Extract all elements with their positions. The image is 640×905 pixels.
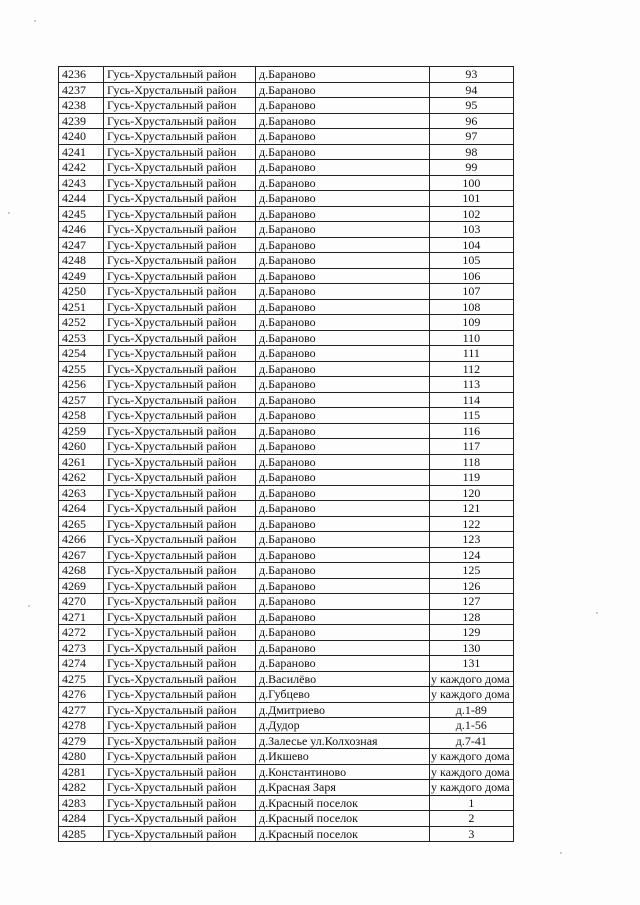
district-cell: Гусь-Хрустальный район: [104, 594, 256, 610]
row-number: 4240: [59, 129, 104, 145]
row-number: 4281: [59, 764, 104, 780]
row-number: 4250: [59, 284, 104, 300]
scan-speck: [596, 612, 598, 614]
house-cell: у каждого дома: [430, 749, 514, 765]
row-number: 4241: [59, 144, 104, 160]
row-number: 4260: [59, 439, 104, 455]
settlement-cell: д.Бараново: [256, 578, 430, 594]
settlement-cell: д.Красный поселок: [256, 795, 430, 811]
table-row: [59, 299, 514, 315]
house-cell: 115: [430, 408, 514, 424]
settlement-cell: д.Бараново: [256, 82, 430, 98]
house-cell: д.7-41: [430, 733, 514, 749]
table-row: [59, 129, 514, 145]
house-cell: 2: [430, 811, 514, 827]
house-cell: д.1-56: [430, 718, 514, 734]
house-cell: 118: [430, 454, 514, 470]
row-number: 4239: [59, 113, 104, 129]
district-cell: Гусь-Хрустальный район: [104, 175, 256, 191]
settlement-cell: д.Бараново: [256, 191, 430, 207]
row-number: 4262: [59, 470, 104, 486]
table-row: [59, 454, 514, 470]
table-row: [59, 392, 514, 408]
house-cell: 114: [430, 392, 514, 408]
district-cell: Гусь-Хрустальный район: [104, 346, 256, 362]
table-row: [59, 795, 514, 811]
district-cell: Гусь-Хрустальный район: [104, 764, 256, 780]
row-number: 4264: [59, 501, 104, 517]
table-row: [59, 191, 514, 207]
house-cell: у каждого дома: [430, 780, 514, 796]
table-row: [59, 516, 514, 532]
table-row: [59, 175, 514, 191]
district-cell: Гусь-Хрустальный район: [104, 454, 256, 470]
house-cell: у каждого дома: [430, 687, 514, 703]
district-cell: Гусь-Хрустальный район: [104, 625, 256, 641]
house-cell: 95: [430, 98, 514, 114]
settlement-cell: д.Дмитриево: [256, 702, 430, 718]
table-row: [59, 330, 514, 346]
settlement-cell: д.Бараново: [256, 129, 430, 145]
house-cell: 101: [430, 191, 514, 207]
district-cell: Гусь-Хрустальный район: [104, 749, 256, 765]
table-row: [59, 687, 514, 703]
district-cell: Гусь-Хрустальный район: [104, 811, 256, 827]
table-row: [59, 253, 514, 269]
row-number: 4261: [59, 454, 104, 470]
settlement-cell: д.Бараново: [256, 361, 430, 377]
row-number: 4243: [59, 175, 104, 191]
settlement-cell: д.Красный поселок: [256, 811, 430, 827]
row-number: 4238: [59, 98, 104, 114]
row-number: 4246: [59, 222, 104, 238]
house-cell: у каждого дома: [430, 764, 514, 780]
district-cell: Гусь-Хрустальный район: [104, 640, 256, 656]
district-cell: Гусь-Хрустальный район: [104, 718, 256, 734]
scan-speck: [28, 605, 30, 607]
table-row: [59, 315, 514, 331]
row-number: 4263: [59, 485, 104, 501]
house-cell: 107: [430, 284, 514, 300]
scan-speck: [34, 20, 36, 22]
house-cell: 98: [430, 144, 514, 160]
house-cell: 111: [430, 346, 514, 362]
row-number: 4267: [59, 547, 104, 563]
district-cell: Гусь-Хрустальный район: [104, 578, 256, 594]
row-number: 4249: [59, 268, 104, 284]
settlement-cell: д.Бараново: [256, 594, 430, 610]
district-cell: Гусь-Хрустальный район: [104, 253, 256, 269]
house-cell: 122: [430, 516, 514, 532]
table-row: [59, 113, 514, 129]
house-cell: 3: [430, 826, 514, 842]
district-cell: Гусь-Хрустальный район: [104, 702, 256, 718]
table-row: [59, 811, 514, 827]
settlement-cell: д.Бараново: [256, 160, 430, 176]
table-row: [59, 268, 514, 284]
table-row: [59, 160, 514, 176]
table-row: [59, 98, 514, 114]
house-cell: 112: [430, 361, 514, 377]
district-cell: Гусь-Хрустальный район: [104, 160, 256, 176]
settlement-cell: д.Бараново: [256, 315, 430, 331]
house-cell: 108: [430, 299, 514, 315]
table-row: [59, 377, 514, 393]
settlement-cell: д.Красный поселок: [256, 826, 430, 842]
house-cell: 106: [430, 268, 514, 284]
row-number: 4279: [59, 733, 104, 749]
settlement-cell: д.Бараново: [256, 563, 430, 579]
settlement-cell: д.Бараново: [256, 284, 430, 300]
house-cell: 117: [430, 439, 514, 455]
house-cell: 109: [430, 315, 514, 331]
house-cell: 125: [430, 563, 514, 579]
settlement-cell: д.Василёво: [256, 671, 430, 687]
row-number: 4236: [59, 67, 104, 83]
district-cell: Гусь-Хрустальный район: [104, 423, 256, 439]
district-cell: Гусь-Хрустальный район: [104, 826, 256, 842]
table-row: [59, 671, 514, 687]
settlement-cell: д.Залесье ул.Колхозная: [256, 733, 430, 749]
table-row: [59, 733, 514, 749]
settlement-cell: д.Бараново: [256, 470, 430, 486]
table-row: [59, 144, 514, 160]
district-cell: Гусь-Хрустальный район: [104, 330, 256, 346]
house-cell: 105: [430, 253, 514, 269]
settlement-cell: д.Бараново: [256, 485, 430, 501]
house-cell: 119: [430, 470, 514, 486]
table-row: [59, 578, 514, 594]
district-cell: Гусь-Хрустальный район: [104, 191, 256, 207]
house-cell: 130: [430, 640, 514, 656]
house-cell: 110: [430, 330, 514, 346]
district-cell: Гусь-Хрустальный район: [104, 609, 256, 625]
settlement-cell: д.Бараново: [256, 516, 430, 532]
house-cell: 128: [430, 609, 514, 625]
house-cell: у каждого дома: [430, 671, 514, 687]
district-cell: Гусь-Хрустальный район: [104, 501, 256, 517]
table-row: [59, 67, 514, 83]
table-row: [59, 222, 514, 238]
district-cell: Гусь-Хрустальный район: [104, 284, 256, 300]
row-number: 4284: [59, 811, 104, 827]
district-cell: Гусь-Хрустальный район: [104, 516, 256, 532]
table-row: [59, 501, 514, 517]
row-number: 4252: [59, 315, 104, 331]
row-number: 4285: [59, 826, 104, 842]
settlement-cell: д.Бараново: [256, 67, 430, 83]
table-row: [59, 237, 514, 253]
settlement-cell: д.Губцево: [256, 687, 430, 703]
row-number: 4266: [59, 532, 104, 548]
house-cell: 131: [430, 656, 514, 672]
house-cell: 93: [430, 67, 514, 83]
settlement-cell: д.Бараново: [256, 377, 430, 393]
house-cell: д.1-89: [430, 702, 514, 718]
district-cell: Гусь-Хрустальный район: [104, 67, 256, 83]
table-row: [59, 780, 514, 796]
settlement-cell: д.Бараново: [256, 237, 430, 253]
district-cell: Гусь-Хрустальный район: [104, 733, 256, 749]
table-row: [59, 408, 514, 424]
settlement-cell: д.Бараново: [256, 299, 430, 315]
table-row: [59, 609, 514, 625]
table-row: [59, 764, 514, 780]
district-cell: Гусь-Хрустальный район: [104, 439, 256, 455]
settlement-cell: д.Бараново: [256, 98, 430, 114]
settlement-cell: д.Бараново: [256, 330, 430, 346]
house-cell: 97: [430, 129, 514, 145]
settlement-cell: д.Бараново: [256, 206, 430, 222]
house-cell: 94: [430, 82, 514, 98]
table-row: [59, 284, 514, 300]
registry-table-body: [59, 67, 514, 842]
table-row: [59, 470, 514, 486]
district-cell: Гусь-Хрустальный район: [104, 795, 256, 811]
table-row: [59, 206, 514, 222]
district-cell: Гусь-Хрустальный район: [104, 268, 256, 284]
district-cell: Гусь-Хрустальный район: [104, 299, 256, 315]
district-cell: Гусь-Хрустальный район: [104, 671, 256, 687]
house-cell: 129: [430, 625, 514, 641]
settlement-cell: д.Бараново: [256, 346, 430, 362]
settlement-cell: д.Бараново: [256, 268, 430, 284]
settlement-cell: д.Бараново: [256, 439, 430, 455]
district-cell: Гусь-Хрустальный район: [104, 780, 256, 796]
district-cell: Гусь-Хрустальный район: [104, 222, 256, 238]
table-row: [59, 532, 514, 548]
settlement-cell: д.Бараново: [256, 144, 430, 160]
settlement-cell: д.Бараново: [256, 640, 430, 656]
district-cell: Гусь-Хрустальный район: [104, 113, 256, 129]
row-number: 4256: [59, 377, 104, 393]
row-number: 4265: [59, 516, 104, 532]
district-cell: Гусь-Хрустальный район: [104, 656, 256, 672]
row-number: 4282: [59, 780, 104, 796]
house-cell: 100: [430, 175, 514, 191]
settlement-cell: д.Бараново: [256, 392, 430, 408]
row-number: 4259: [59, 423, 104, 439]
district-cell: Гусь-Хрустальный район: [104, 377, 256, 393]
row-number: 4269: [59, 578, 104, 594]
row-number: 4268: [59, 563, 104, 579]
settlement-cell: д.Бараново: [256, 609, 430, 625]
row-number: 4271: [59, 609, 104, 625]
scan-speck: [8, 212, 10, 214]
district-cell: Гусь-Хрустальный район: [104, 237, 256, 253]
settlement-cell: д.Бараново: [256, 625, 430, 641]
row-number: 4247: [59, 237, 104, 253]
table-row: [59, 423, 514, 439]
settlement-cell: д.Икшево: [256, 749, 430, 765]
row-number: 4272: [59, 625, 104, 641]
row-number: 4254: [59, 346, 104, 362]
table-row: [59, 485, 514, 501]
row-number: 4257: [59, 392, 104, 408]
settlement-cell: д.Бараново: [256, 532, 430, 548]
table-row: [59, 82, 514, 98]
table-row: [59, 547, 514, 563]
row-number: 4278: [59, 718, 104, 734]
district-cell: Гусь-Хрустальный район: [104, 485, 256, 501]
row-number: 4255: [59, 361, 104, 377]
table-row: [59, 594, 514, 610]
settlement-cell: д.Красная Заря: [256, 780, 430, 796]
district-cell: Гусь-Хрустальный район: [104, 470, 256, 486]
house-cell: 113: [430, 377, 514, 393]
district-cell: Гусь-Хрустальный район: [104, 532, 256, 548]
table-row: [59, 625, 514, 641]
row-number: 4283: [59, 795, 104, 811]
house-cell: 124: [430, 547, 514, 563]
row-number: 4244: [59, 191, 104, 207]
house-cell: 121: [430, 501, 514, 517]
row-number: 4273: [59, 640, 104, 656]
house-cell: 104: [430, 237, 514, 253]
row-number: 4276: [59, 687, 104, 703]
district-cell: Гусь-Хрустальный район: [104, 547, 256, 563]
table-row: [59, 346, 514, 362]
district-cell: Гусь-Хрустальный район: [104, 315, 256, 331]
registry-table: [58, 66, 514, 842]
settlement-cell: д.Бараново: [256, 501, 430, 517]
settlement-cell: д.Бараново: [256, 253, 430, 269]
table-row: [59, 718, 514, 734]
settlement-cell: д.Бараново: [256, 423, 430, 439]
district-cell: Гусь-Хрустальный район: [104, 129, 256, 145]
row-number: 4237: [59, 82, 104, 98]
table-row: [59, 826, 514, 842]
district-cell: Гусь-Хрустальный район: [104, 563, 256, 579]
settlement-cell: д.Бараново: [256, 454, 430, 470]
house-cell: 126: [430, 578, 514, 594]
row-number: 4248: [59, 253, 104, 269]
settlement-cell: д.Константиново: [256, 764, 430, 780]
row-number: 4242: [59, 160, 104, 176]
house-cell: 102: [430, 206, 514, 222]
house-cell: 116: [430, 423, 514, 439]
table-row: [59, 749, 514, 765]
house-cell: 123: [430, 532, 514, 548]
settlement-cell: д.Бараново: [256, 222, 430, 238]
district-cell: Гусь-Хрустальный район: [104, 144, 256, 160]
row-number: 4275: [59, 671, 104, 687]
table-row: [59, 563, 514, 579]
house-cell: 127: [430, 594, 514, 610]
row-number: 4270: [59, 594, 104, 610]
district-cell: Гусь-Хрустальный район: [104, 361, 256, 377]
table-row: [59, 702, 514, 718]
row-number: 4280: [59, 749, 104, 765]
row-number: 4258: [59, 408, 104, 424]
row-number: 4277: [59, 702, 104, 718]
house-cell: 1: [430, 795, 514, 811]
district-cell: Гусь-Хрустальный район: [104, 687, 256, 703]
house-cell: 96: [430, 113, 514, 129]
settlement-cell: д.Бараново: [256, 656, 430, 672]
settlement-cell: д.Бараново: [256, 408, 430, 424]
settlement-cell: д.Бараново: [256, 175, 430, 191]
district-cell: Гусь-Хрустальный район: [104, 98, 256, 114]
settlement-cell: д.Бараново: [256, 547, 430, 563]
house-cell: 103: [430, 222, 514, 238]
settlement-cell: д.Бараново: [256, 113, 430, 129]
house-cell: 120: [430, 485, 514, 501]
house-cell: 99: [430, 160, 514, 176]
settlement-cell: д.Дудор: [256, 718, 430, 734]
table-row: [59, 656, 514, 672]
row-number: 4251: [59, 299, 104, 315]
table-row: [59, 361, 514, 377]
scan-speck: [560, 852, 562, 854]
row-number: 4274: [59, 656, 104, 672]
district-cell: Гусь-Хрустальный район: [104, 82, 256, 98]
district-cell: Гусь-Хрустальный район: [104, 392, 256, 408]
district-cell: Гусь-Хрустальный район: [104, 408, 256, 424]
district-cell: Гусь-Хрустальный район: [104, 206, 256, 222]
table-row: [59, 640, 514, 656]
row-number: 4253: [59, 330, 104, 346]
table-row: [59, 439, 514, 455]
row-number: 4245: [59, 206, 104, 222]
